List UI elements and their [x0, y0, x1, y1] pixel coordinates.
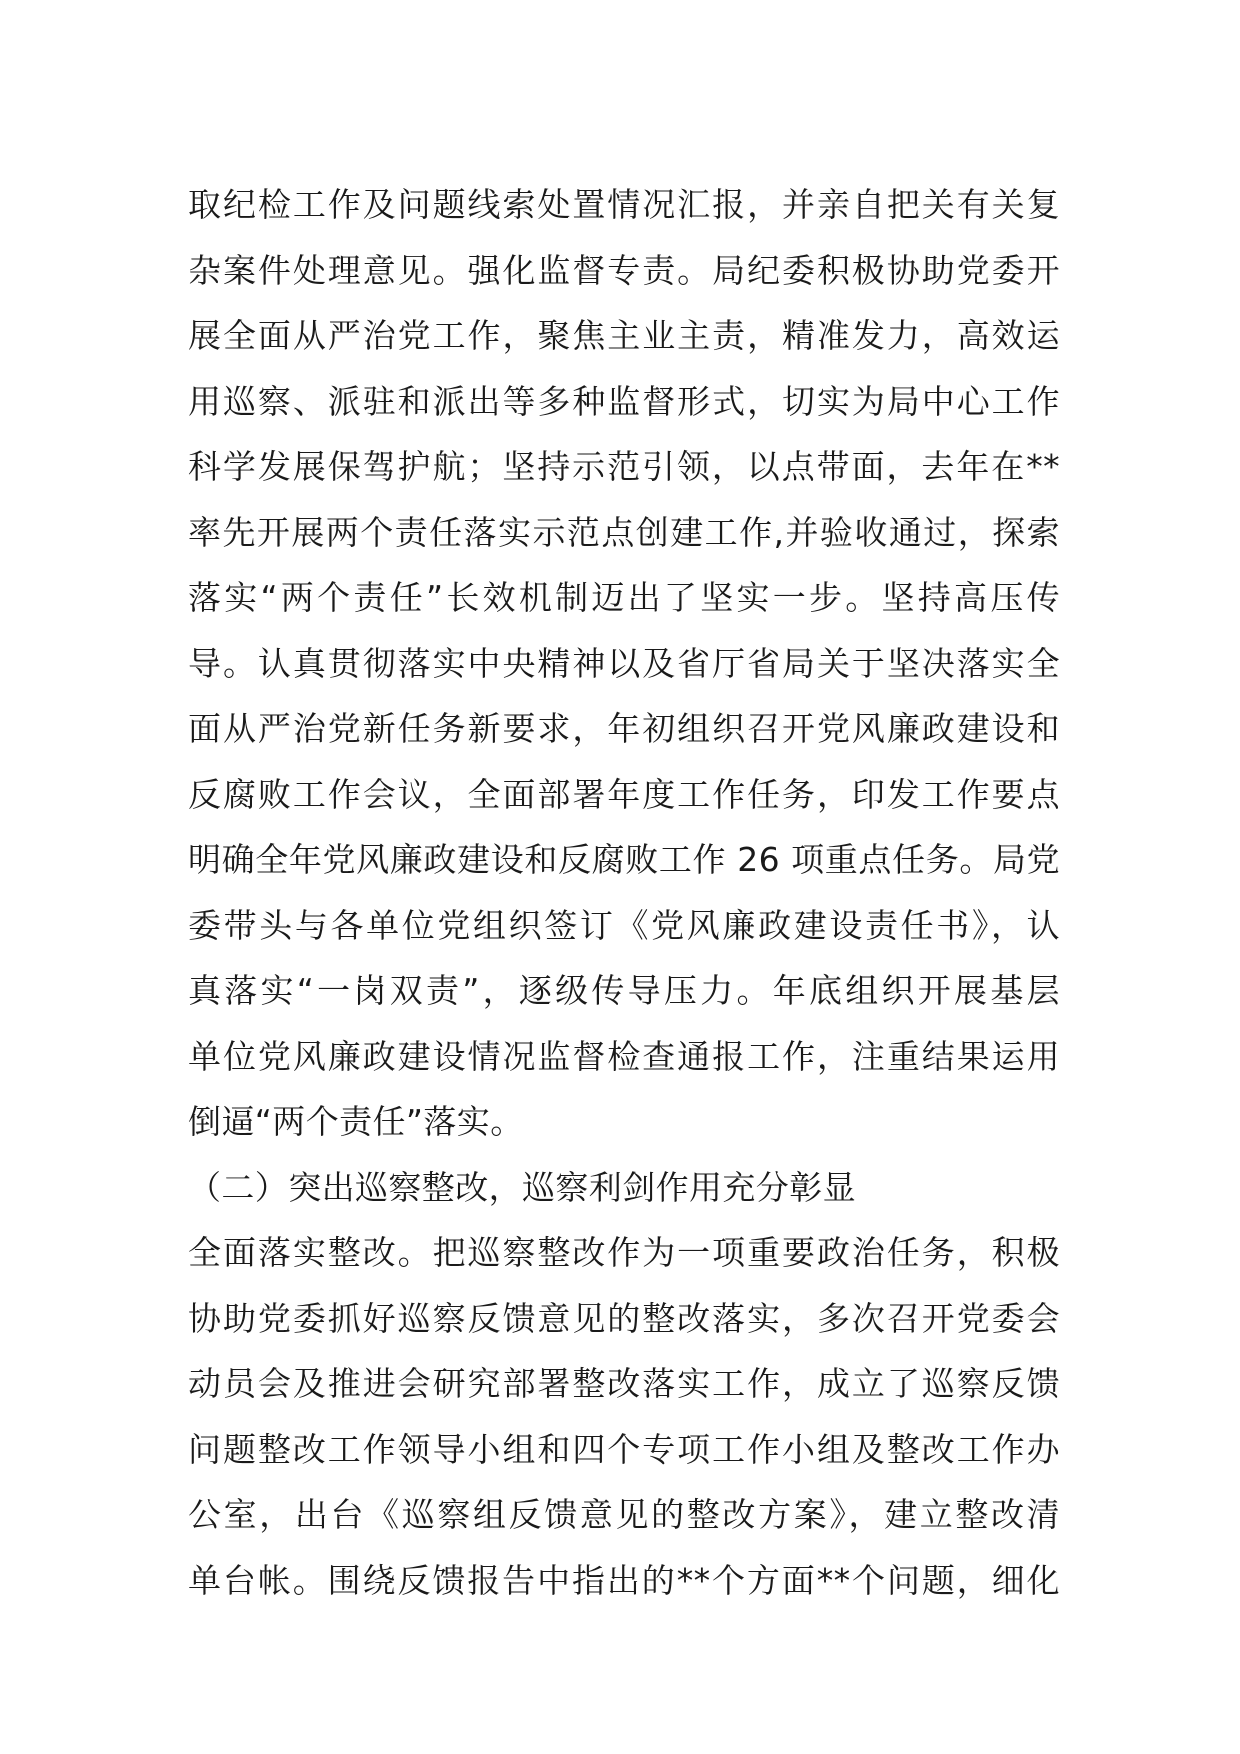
paragraph-line: 用巡察、派驻和派出等多种监督形式，切实为局中心工作 — [188, 381, 1060, 421]
paragraph-line: 落实“两个责任”长效机制迈出了坚实一步。坚持高压传 — [188, 578, 1060, 617]
paragraph-line: 动员会及推进会研究部署整改落实工作，成立了巡察反馈 — [188, 1364, 1060, 1403]
paragraph-line: 问题整改工作领导小组和四个专项工作小组及整改工作办 — [188, 1429, 1060, 1469]
body-text — [188, 172, 1060, 1613]
paragraph-line: 取纪检工作及问题线索处置情况汇报，并亲自把关有关复 — [188, 185, 1060, 224]
paragraph-line: 反腐败工作会议，全面部署年度工作任务，印发工作要点 — [188, 774, 1060, 814]
paragraph-line: 单位党风廉政建设情况监督检查通报工作，注重结果运用 — [188, 1036, 1060, 1076]
paragraph-line: 率先开展两个责任落实示范点创建工作,并验收通过，探索 — [188, 512, 1060, 552]
paragraph-line: 公室，出台《巡察组反馈意见的整改方案》，建立整改清 — [188, 1495, 1060, 1534]
paragraph-line: 真落实“一岗双责”，逐级传导压力。年底组织开展基层 — [188, 971, 1060, 1010]
paragraph-line: 科学发展保驾护航；坚持示范引领，以点带面，去年在** — [188, 447, 1060, 486]
paragraph-line: 委带头与各单位党组织签订《党风廉政建设责任书》，认 — [188, 905, 1060, 945]
paragraph-line: 导。认真贯彻落实中央精神以及省厅省局关于坚决落实全 — [188, 643, 1060, 683]
section-heading: （二）突出巡察整改，巡察利剑作用充分彰显 — [188, 1167, 856, 1207]
paragraph-line: 全面落实整改。把巡察整改作为一项重要政治任务，积极 — [188, 1233, 1060, 1272]
paragraph-line: 展全面从严治党工作，聚焦主业主责，精准发力，高效运 — [188, 316, 1060, 355]
paragraph-line: 面从严治党新任务新要求，年初组织召开党风廉政建设和 — [188, 709, 1060, 748]
paragraph-line: 单台帐。围绕反馈报告中指出的**个方面**个问题，细化 — [188, 1560, 1060, 1600]
paragraph-line: 明确全年党风廉政建设和反腐败工作 26 项重点任务。局党 — [188, 840, 1060, 879]
paragraph-line: 协助党委抓好巡察反馈意见的整改落实，多次召开党委会 — [188, 1298, 1060, 1338]
paragraph-line: 杂案件处理意见。强化监督专责。局纪委积极协助党委开 — [188, 250, 1060, 290]
paragraph-last-line: 倒逼“两个责任”落实。 — [188, 1102, 524, 1141]
